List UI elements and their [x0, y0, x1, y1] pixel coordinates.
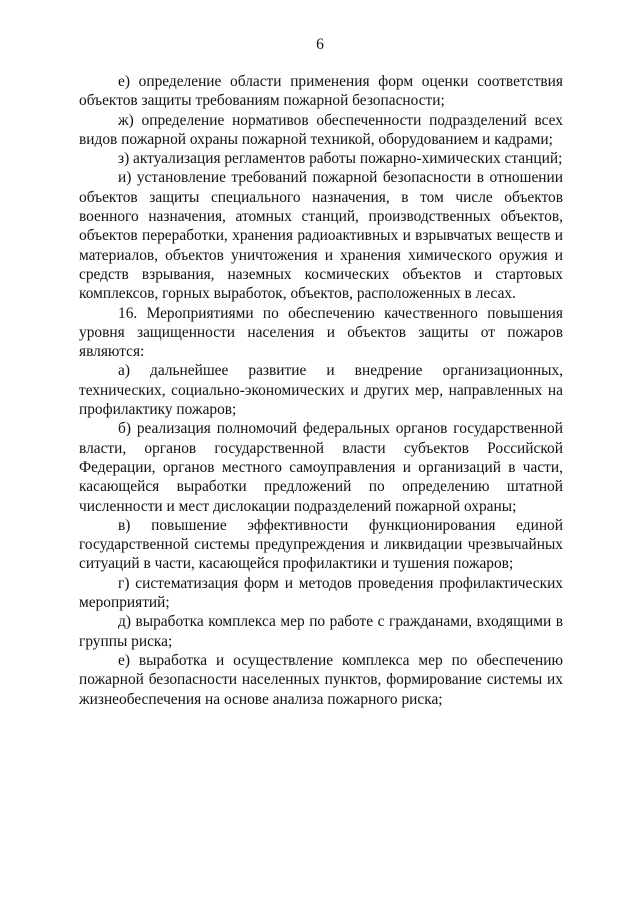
paragraph-d-risk-groups: д) выработка комплекса мер по работе с гражданами, входящими в группы риска;: [79, 613, 563, 650]
paragraph-v-emergency-system: в) повышение эффективности функционирования единой государственной системы предупреждения и ликвидации чрезвычайных ситуаций в части, касающейся профилактики и тушения пожаров;: [79, 516, 563, 573]
paragraph-e-settlements-safety: е) выработка и осуществление комплекса мер по обеспечению пожарной безопасности населенных пунктов, формирование системы их жизнеобеспечения на основе анализа пожарного риска;: [79, 651, 563, 708]
paragraph-b-authority-powers: б) реализация полномочий федеральных органов государственной власти, органов государственной власти субъектов Российской Федерации, органов местного самоуправления и организаций в части, касающейся выработки предложений по определению штатной численности и мест дислокации подразделений пожарной охраны;: [79, 420, 563, 515]
paragraph-16-measures-intro: 16. Мероприятиями по обеспечению качественного повышения уровня защищенности населения и объектов защиты от пожаров являются:: [79, 304, 563, 361]
paragraph-i-special-objects: и) установление требований пожарной безопасности в отношении объектов защиты специального назначения, в том числе объектов военного назначения, атомных станций, производственных объектов, объектов переработки, хранения радиоактивных и взрывчатых веществ и материалов, объектов уничтожения и хранения химического оружия и средств взрывания, наземных космических объектов и стартовых комплексов, горных выработок, объектов, расположенных в лесах.: [79, 169, 563, 303]
paragraph-a-prevention-measures: а) дальнейшее развитие и внедрение организационных, технических, социально-экономических и других мер, направленных на профилактику пожаров;: [79, 362, 563, 419]
document-body: [79, 72, 563, 709]
paragraph-g-systematization: г) систематизация форм и методов проведения профилактических мероприятий;: [79, 574, 563, 612]
page-number: 6: [316, 36, 324, 53]
paragraph-e-scope-of-assessment: е) определение области применения форм оценки соответствия объектов защиты требованиям пожарной безопасности;: [79, 73, 563, 110]
paragraph-z-station-regulations: з) актуализация регламентов работы пожарно-химических станций;: [118, 150, 563, 168]
paragraph-zh-staffing-norms: ж) определение нормативов обеспеченности подразделений всех видов пожарной охраны пожарной техникой, оборудованием и кадрами;: [79, 111, 563, 148]
